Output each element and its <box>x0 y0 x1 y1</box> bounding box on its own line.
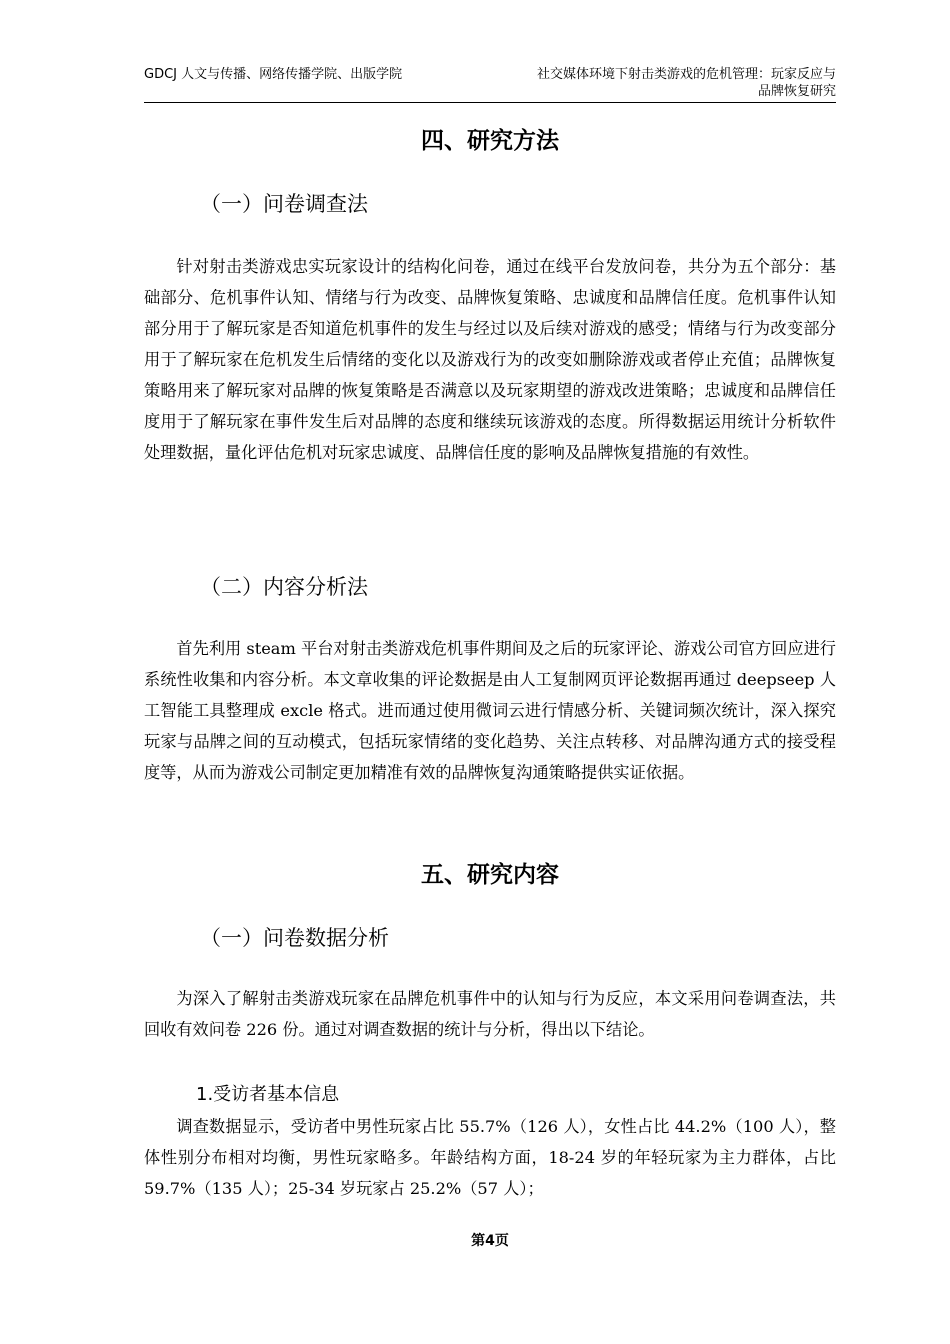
header-institution: GDCJ 人文与传播、网络传播学院、出版学院 <box>144 67 403 82</box>
section-4-2-paragraph: 首先利用 steam 平台对射击类游戏危机事件期间及之后的玩家评论、游戏公司官方回应进行系统性收集和内容分析。本文章收集的评论数据是由人工复制网页评论数据再通过 deepseep 人工智能工具整理成 excle 格式。进而通过使用微词云进行情感分析、关键词频次统计，深入探究玩家与品牌之间的互动模式，包括玩家情绪的变化趋势、关注点转移、对品牌沟通方式的接受程度等，从而为游戏公司制定更加精准有效的品牌恢复沟通策略提供实证依据。 <box>144 639 836 782</box>
section-4-1-title: （一）问卷调查法 <box>200 192 368 216</box>
section-4-title: 四、研究方法 <box>421 128 559 154</box>
section-5-1-title: （一）问卷数据分析 <box>200 926 389 950</box>
section-5-1-paragraph: 为深入了解射击类游戏玩家在品牌危机事件中的认知与行为反应，本文采用问卷调查法，共回收有效问卷 226 份。通过对调查数据的统计与分析，得出以下结论。 <box>144 989 836 1039</box>
page-number: 第4页 <box>471 1233 509 1249</box>
subsection-5-1-1-paragraph: 调查数据显示，受访者中男性玩家占比 55.7%（126 人），女性占比 44.2%（100 人），整体性别分布相对均衡，男性玩家略多。年龄结构方面，18-24 岁的年轻玩家为主力群体，占比 59.7%（135 人）；25-34 岁玩家占 25.2%（57 人）； <box>144 1117 836 1198</box>
page-header <box>144 66 836 103</box>
section-5-title: 五、研究内容 <box>421 862 559 888</box>
header-paper-title: 社交媒体环境下射击类游戏的危机管理：玩家反应与品牌恢复研究 <box>536 67 836 99</box>
section-4-2-title: （二）内容分析法 <box>200 575 368 599</box>
subsection-5-1-1-title: 1.受访者基本信息 <box>196 1084 340 1105</box>
section-4-1-paragraph: 针对射击类游戏忠实玩家设计的结构化问卷，通过在线平台发放问卷，共分为五个部分：基础部分、危机事件认知、情绪与行为改变、品牌恢复策略、忠诚度和品牌信任度。危机事件认知部分用于了解玩家是否知道危机事件的发生与经过以及后续对游戏的感受；情绪与行为改变部分用于了解玩家在危机发生后情绪的变化以及游戏行为的改变如删除游戏或者停止充值；品牌恢复策略用来了解玩家对品牌的恢复策略是否满意以及玩家期望的游戏改进策略；忠诚度和品牌信任度用于了解玩家在事件发生后对品牌的态度和继续玩该游戏的态度。所得数据运用统计分析软件处理数据，量化评估危机对玩家忠诚度、品牌信任度的影响及品牌恢复措施的有效性。 <box>144 257 836 462</box>
